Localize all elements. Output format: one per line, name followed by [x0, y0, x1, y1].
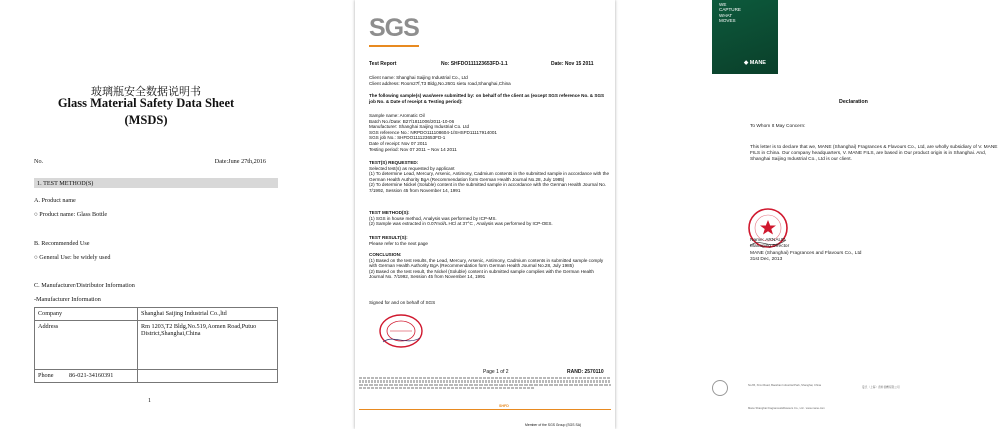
- table-row: [35, 308, 278, 321]
- declaration-title: Declaration: [839, 99, 868, 105]
- requested-heading: TEST(S) REQUESTED:: [369, 160, 419, 165]
- tagline-line: WE: [719, 2, 727, 7]
- msds-b-heading: B. Recommended Use: [34, 240, 90, 247]
- footer-left: Mane Shanghai Fragrances&Flavours Co., Ltd · www.mane.com: [748, 407, 825, 410]
- tests-requested: [369, 160, 609, 194]
- list-item: Batch No./Date: B27/1811006/2011-10-06: [369, 118, 455, 124]
- footer-divider: [359, 409, 611, 410]
- rand-code: RAND: 2570110: [567, 369, 604, 375]
- msds-date: Date:June 27th,2016: [214, 158, 266, 165]
- list-item: Selected test(s) as requested by applicant: [369, 165, 455, 171]
- report-heading: Test Report: [369, 61, 397, 67]
- test-methods: [369, 210, 609, 227]
- page-indicator: Page 1 of 2: [483, 369, 509, 375]
- address-value: Rm 1203,T2 Bldg,No.519,Aomen Road,Putuo District,Shanghai,China: [138, 321, 278, 370]
- footer-chinese: 曼氏（上海）香料香精有限公司: [862, 386, 900, 389]
- phone-cell: [35, 370, 138, 383]
- sgs-logo: SGS: [369, 14, 419, 42]
- client-name: Client name: Shanghai Saijing Industrial Co., Ltd: [369, 75, 468, 80]
- list-item: SGS job No.: SHFDO111123653FD-1: [369, 135, 446, 141]
- mane-footer-logo-icon: [712, 380, 728, 396]
- report-date: Date: Nov 15 2011: [551, 61, 594, 67]
- tagline-line: CAPTURE: [719, 7, 741, 13]
- msds-no-label: No.: [34, 158, 44, 165]
- table-row: [35, 370, 278, 383]
- sgs-test-report: [355, 0, 615, 429]
- phone-value: 86-021-34160391: [69, 372, 114, 379]
- client-address: Client address: Room27f,T3 Bldg,No.2601 sietu road,Shanghai,China: [369, 81, 511, 86]
- leaf-icon: ◆: [744, 60, 750, 66]
- mane-declaration: [712, 0, 1000, 429]
- mane-tagline: [719, 2, 741, 24]
- list-item: (1) Based on the test results, the Lead, Mercury, Arsenic, Antimony, Cadmium contents in submitted sample comply with German Health Authority BgA (Recommendation form German Health Journal No.28, July 1985): [369, 257, 604, 269]
- signed-statement: Signed for and on behalf of SGS: [369, 300, 436, 305]
- msds-title-chinese: 玻璃瓶安全数据说明书: [91, 85, 201, 98]
- msds-manufacturer-table: [34, 307, 278, 383]
- submitted-statement: The following sample(s) was/were submitted by: on behalf of the client as (except SGS reference No. & SGS job No. & Date of receipt & Testing period):: [369, 93, 605, 104]
- msds-b-item: ○ General Use: be widely used: [34, 254, 111, 261]
- sgs-member-note: Member of the SGS Group (SGS SA): [525, 423, 582, 427]
- mane-brand-panel: [712, 0, 778, 74]
- msds-document: [0, 0, 292, 429]
- msds-section-bar: [34, 178, 278, 188]
- sgs-seal-stamp: [378, 312, 424, 352]
- list-item: SGS reference No.: NRPDO111108604-1/SHSFD11117914001: [369, 129, 497, 135]
- signatory-date: 31st Dec, 2013: [750, 257, 783, 262]
- result-heading: TEST RESULT(S):: [369, 235, 408, 240]
- list-item: (1) To determine Lead, Mercury, Arsenic, Antimony, Cadmium contents in the submitted sample in accordance with the German Health Authority BgA (Recommendation form German Health Journal No.28, July 1985): [369, 171, 610, 182]
- msds-title: Glass Material Safety Data Sheet: [57, 96, 235, 110]
- conclusion-heading: CONCLUSION:: [369, 252, 402, 257]
- conclusion: [369, 252, 609, 280]
- signatory-title: Managing Director: [750, 244, 790, 249]
- mane-logo: ◆ MANE: [744, 60, 766, 66]
- salutation: To Whom It May Concern:: [750, 124, 806, 129]
- msds-c-heading: C. Manufacturer/Distributor Information: [34, 282, 135, 289]
- list-item: (2) To determine Nickel (Soluble) content in the submitted sample in accordance with the German Health Journal No. 7/1992, Session 45 from November 14, 1991: [369, 182, 607, 193]
- company-label: Company: [35, 308, 138, 321]
- sgs-logo-underline: [369, 45, 419, 47]
- msds-a-heading: A. Product name: [34, 197, 76, 204]
- address-label: Address: [35, 321, 138, 370]
- table-row: [35, 321, 278, 370]
- sample-info: [369, 113, 609, 152]
- list-item: Sample name: Aromatic Oil: [369, 113, 425, 118]
- footer-brand: SHFD: [499, 404, 509, 408]
- msds-section-title: 1. TEST METHOD(S): [37, 179, 94, 187]
- result-line: Please refer to the next page: [369, 240, 428, 246]
- phone-label: Phone: [38, 372, 54, 379]
- list-item: (2) Based on the test result, the Nickel (Soluble) content in submitted sample complies with the German Health Journal No. 7/1992, Session 45 from November 14, 1991: [369, 268, 594, 280]
- list-item: Testing period: Nov 07 2011 ~ Nov 14 2011: [369, 146, 457, 152]
- list-item: (1) SGS in house method, Analysis was performed by ICP-MS.: [369, 215, 497, 221]
- msds-a-item: ○ Product name: Glass Bottle: [34, 211, 108, 218]
- msds-page-number: 1: [148, 397, 152, 404]
- company-value: Shanghai Saijing Industrial Co.,ltd: [138, 308, 278, 321]
- list-item: Date of receipt: Nov 07 2011: [369, 140, 428, 146]
- msds-c-sub: -Manufacturer Information: [34, 296, 101, 303]
- tagline-line: MOVES: [719, 18, 736, 24]
- list-item: Manufacturer: Shanghai Saijing Industrial Co. Ltd: [369, 124, 470, 130]
- empty-cell: [138, 370, 278, 383]
- tagline-line: WHAT: [719, 12, 733, 18]
- list-item: (2) Sample was extracted in 0.07mol/L HCl at 37°C , Analysis was performed by ICP-OES.: [369, 221, 553, 227]
- method-heading: TEST METHOD(S):: [369, 210, 410, 215]
- report-number: No: SHFDO111123653FD-1.1: [441, 61, 508, 67]
- signatory-company: MANE (Shanghai) Fragrances and Flavours Co., Ltd: [750, 251, 862, 256]
- declaration-body: This letter is to declare that we, MANE (Shanghai) Fragrances & Flavours Co., Ltd, are wholly subsidiary of V. MANE FILS in China. Our company headquarters, V. MANE FILS, are based in Our product origin is in Shanghai. And, Shanghai Saijing Industrial Co., Ltd is our client.: [750, 145, 998, 163]
- signatory-name: Name: ARNAUD: [750, 238, 786, 243]
- test-results: [369, 235, 609, 246]
- terms-fine-print: [359, 377, 611, 389]
- msds-subtitle: (MSDS): [124, 113, 168, 127]
- footer-address: No.65, Xinxi Road, Baoshan Industrial Park, Shanghai, China: [748, 384, 822, 387]
